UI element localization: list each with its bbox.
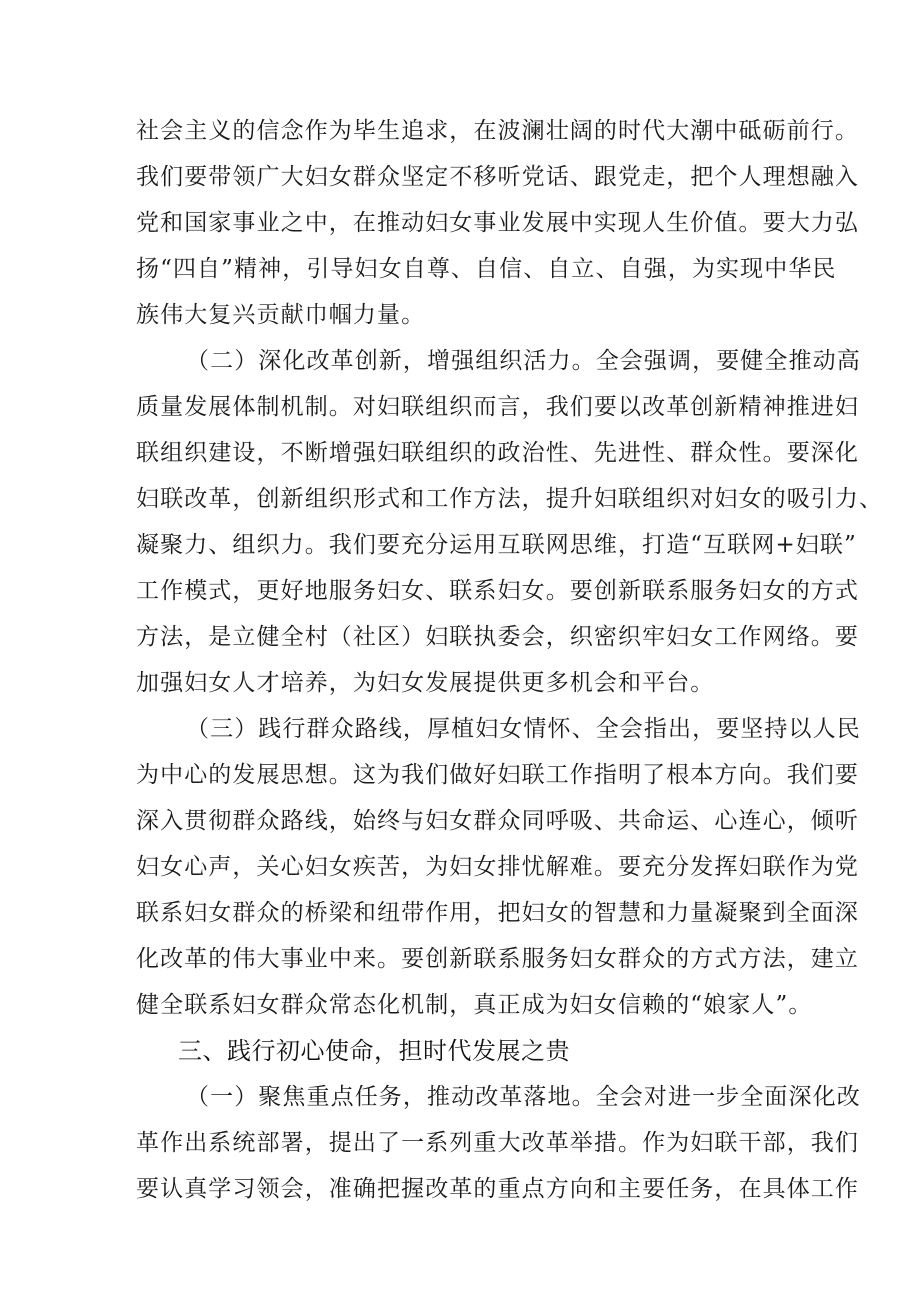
text-line: 为中心的发展思想。这为我们做好妇联工作指明了根本方向。我们要 [136,762,859,788]
subsection-1-first-line: （一）聚焦重点任务，推动改革落地。全会对进一步全面深化改 [186,1084,861,1110]
text-line: 革作出系统部署，提出了一系列重大改革举措。作为妇联干部，我们 [136,1130,859,1156]
text-line: 方法，是立健全村（社区）妇联执委会，织密织牢妇女工作网络。要 [136,624,859,650]
text-line: 社会主义的信念作为毕生追求，在波澜壮阔的时代大潮中砥砺前行。 [136,118,859,144]
text-line: 扬“四自”精神，引导妇女自尊、自信、自立、自强，为实现中华民 [136,256,837,282]
text-line: 凝聚力、组织力。我们要充分运用互联网思维，打造“互联网+妇联” [136,532,857,558]
text-line: 族伟大复兴贡献巾帼力量。 [136,302,426,328]
text-line: 联组织建设，不断增强妇联组织的政治性、先进性、群众性。要深化 [136,440,859,466]
subsection-3-first-line: （三）践行群众路线，厚植妇女情怀、全会指出，要坚持以人民 [186,716,861,742]
text-line: 我们要带领广大妇女群众坚定不移听党话、跟党走，把个人理想融入 [136,164,859,190]
text-line: 健全联系妇女群众常态化机制，真正成为妇女信赖的“娘家人”。 [136,992,813,1018]
text-line: 妇联改革，创新组织形式和工作方法，提升妇联组织对妇女的吸引力、 [136,486,884,512]
text-line: 质量发展体制机制。对妇联组织而言，我们要以改革创新精神推进妇 [136,394,859,420]
text-line: 工作模式，更好地服务妇女、联系妇女。要创新联系服务妇女的方式 [136,578,859,604]
text-line: 党和国家事业之中，在推动妇女事业发展中实现人生价值。要大力弘 [136,210,859,236]
text-line: 加强妇女人才培养，为妇女发展提供更多机会和平台。 [136,670,715,696]
text-line: 化改革的伟大事业中来。要创新联系服务妇女群众的方式方法，建立 [136,946,859,972]
text-line: 妇女心声，关心妇女疾苦，为妇女排忧解难。要充分发挥妇联作为党 [136,854,859,880]
text-line: 要认真学习领会，准确把握改革的重点方向和主要任务，在具体工作 [136,1176,859,1202]
section-heading: 三、践行初心使命，担时代发展之贵 [178,1037,570,1065]
text-line: 深入贯彻群众路线，始终与妇女群众同呼吸、共命运、心连心，倾听 [136,808,859,834]
subsection-2-first-line: （二）深化改革创新，增强组织活力。全会强调，要健全推动高 [186,348,861,374]
text-line: 联系妇女群众的桥梁和纽带作用，把妇女的智慧和力量凝聚到全面深 [136,900,859,926]
